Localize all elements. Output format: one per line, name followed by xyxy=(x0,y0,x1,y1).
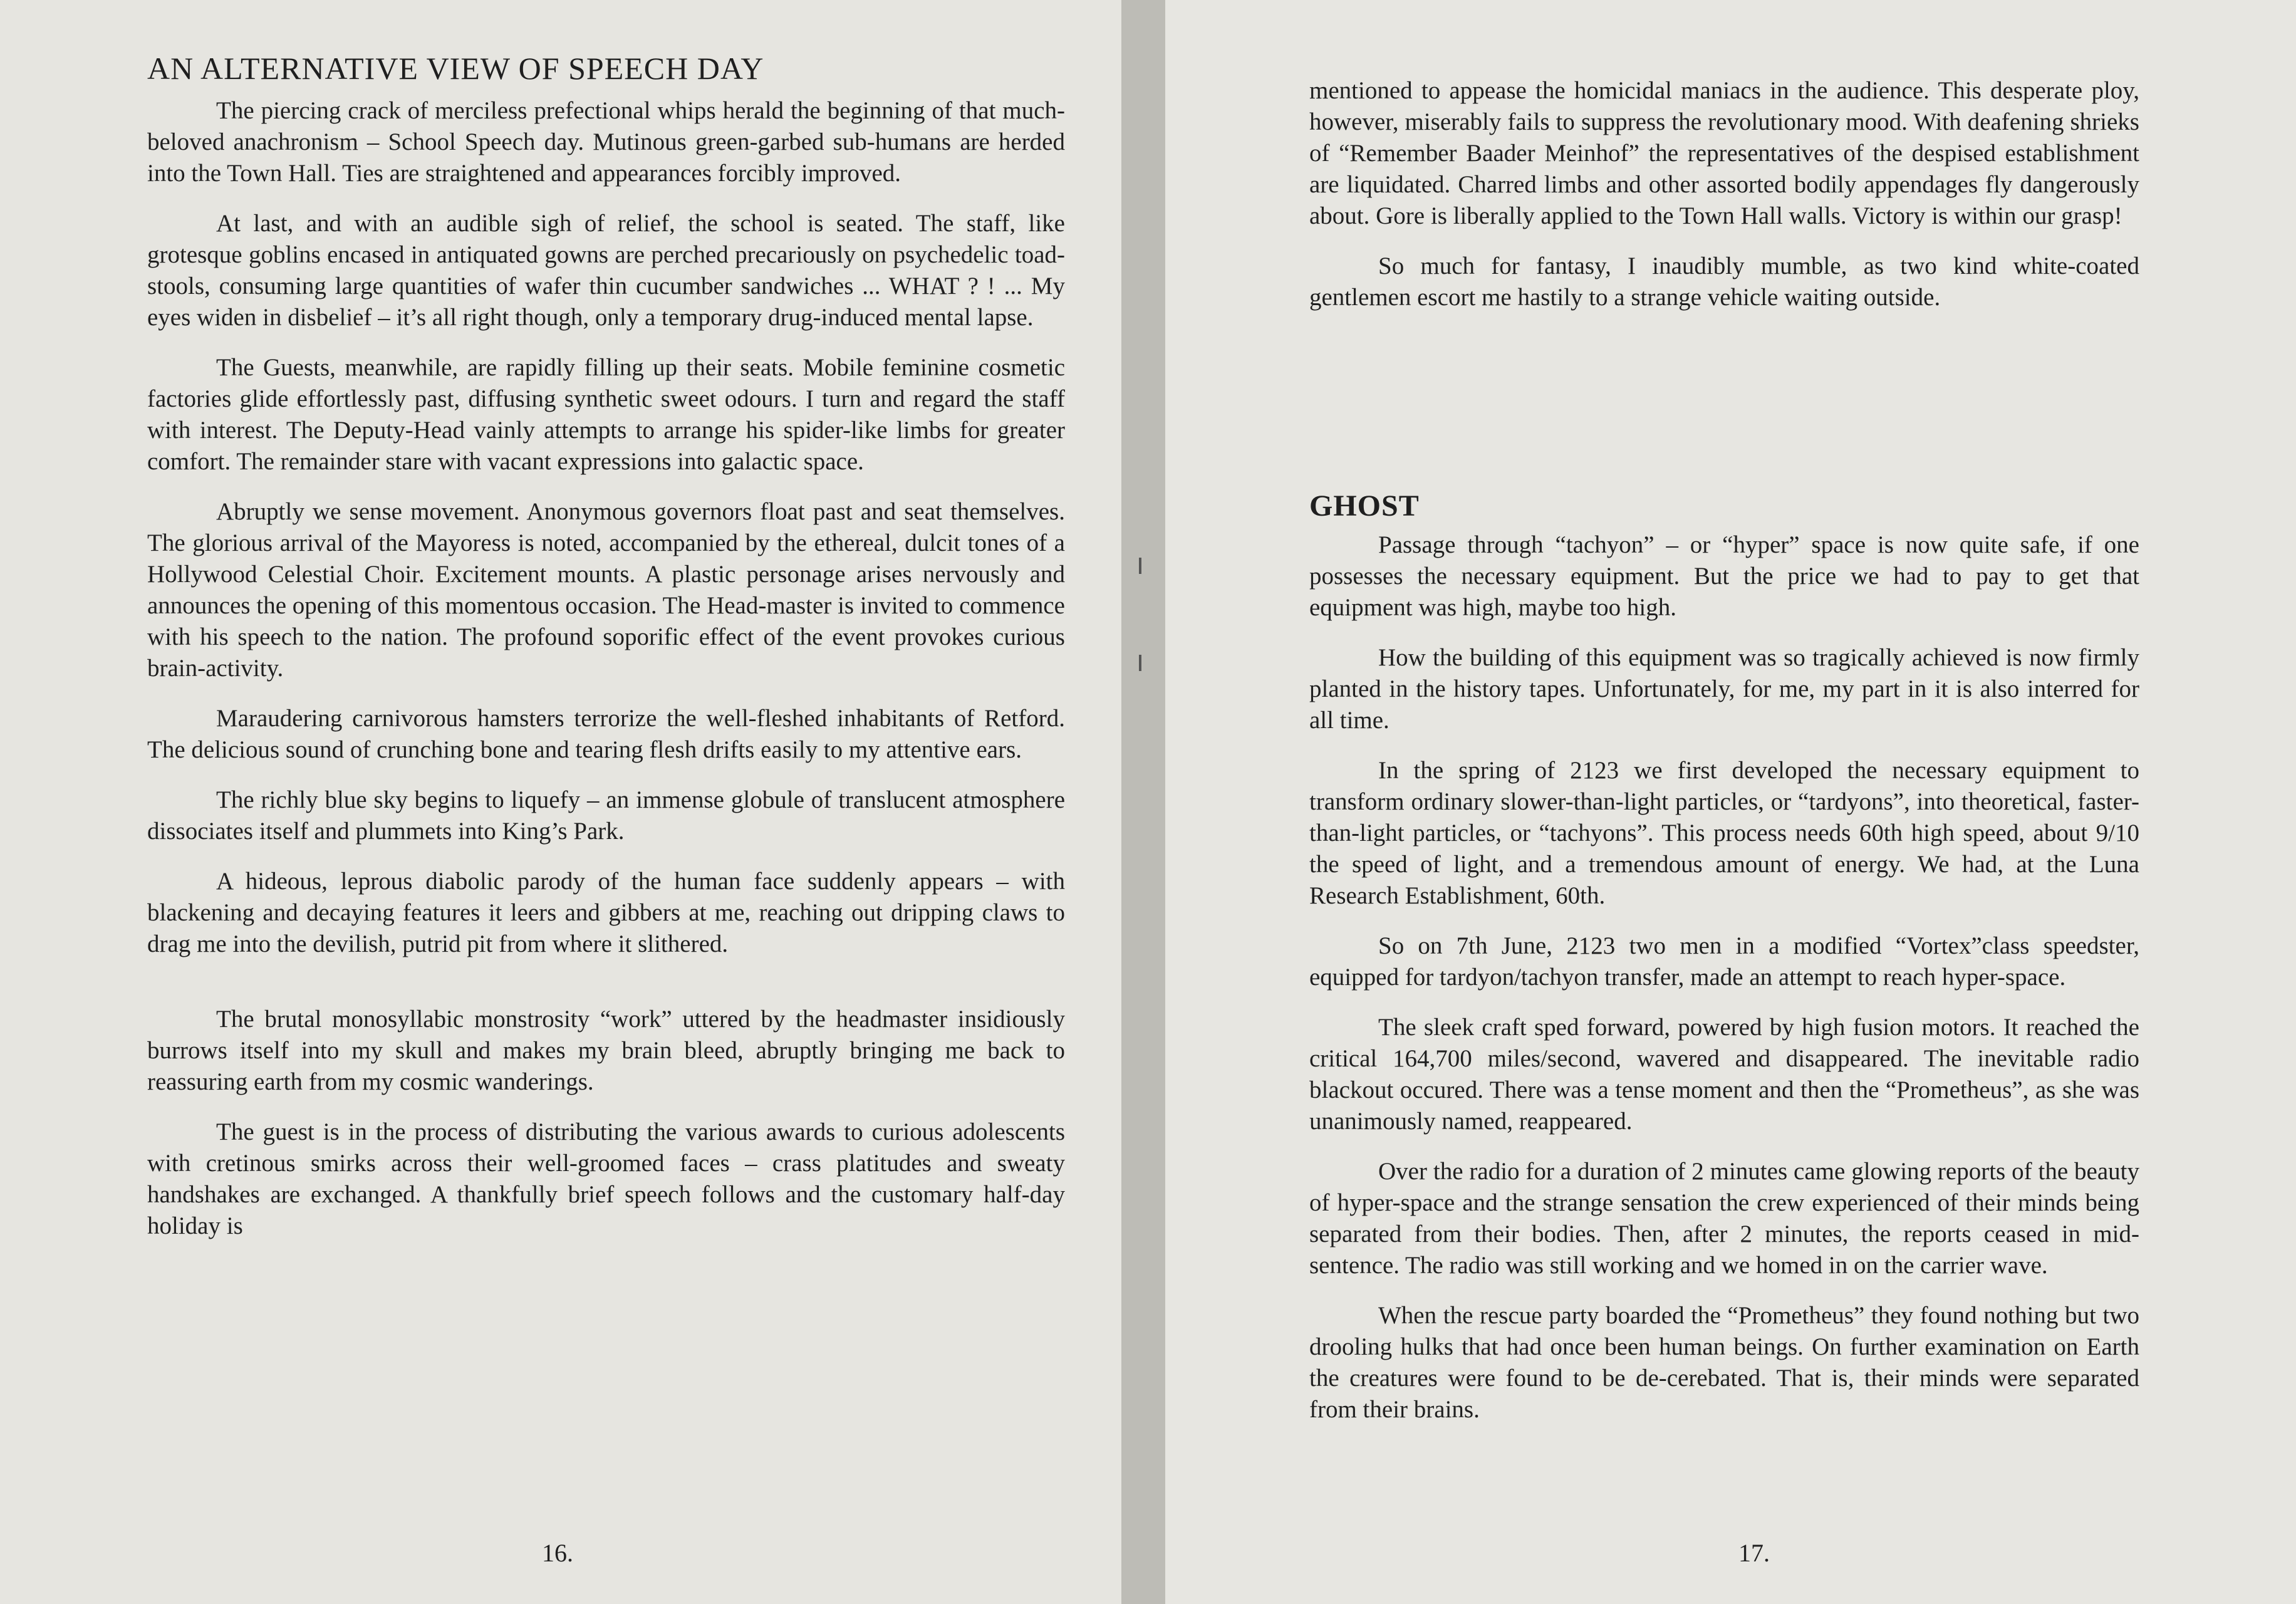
paragraph: At last, and with an audible sigh of relief, the school is seated. The staff, like grotesque goblins encased in antiquated gowns are perched precariously on psychedelic toad-stools, consuming large quantities of wafer thin cucumber sandwiches ... WHAT ? ! ... My eyes widen in disbelief – it’s all right though, only a temporary drug-induced mental lapse. xyxy=(147,210,1065,331)
section-gap xyxy=(1309,332,2139,489)
paragraph: Abruptly we sense movement. Anonymous governors float past and seat themselves. The glorious arrival of the Mayoress is noted, accompanied by the ethereal, dulcit tones of a Hollywood Celestial Choir. Excitement mounts. A plastic personage arises nervously and announces the opening of this momentous occasion. The Head-master is invited to commence with his speech to the nation. The profound soporific effect of the event provokes curious brain-activity. xyxy=(147,498,1065,682)
paragraph: In the spring of 2123 we first developed the necessary equipment to transform ordinary slower-than-light particles, or “tardyons”, into theoretical, faster-than-light particles, or “tachyons”. This process needs 60th high speed, about 9/10 the speed of light, and a tremendous amount of energy. We had, at the Luna Research Establishment, 60th. xyxy=(1309,757,2139,909)
paragraph: Passage through “tachyon” – or “hyper” space is now quite safe, if one possesses the necessary equipment. But the price we had to pay to get that equipment was high, maybe too high. xyxy=(1309,531,2139,621)
page-number-left: 16. xyxy=(542,1539,573,1567)
binding-mark xyxy=(1139,655,1141,671)
right-page xyxy=(1165,0,2296,1604)
paragraph: The richly blue sky begins to liquefy – an immense globule of translucent atmosphere dissociates itself and plummets into King’s Park. xyxy=(147,786,1065,845)
page-number-right: 17. xyxy=(1738,1539,1770,1567)
paragraph: So much for fantasy, I inaudibly mumble, as two kind white-coated gentlemen escort me hastily to a strange vehicle waiting outside. xyxy=(1309,253,2139,311)
paragraph: The Guests, meanwhile, are rapidly filling up their seats. Mobile feminine cosmetic factories glide effortlessly past, diffusing synthetic sweet odours. I turn and regard the staff with interest. The Deputy-Head vainly attempts to arrange his spider-like limbs for greater comfort. The remainder stare with vacant expressions into galactic space. xyxy=(147,354,1065,475)
paragraph: Over the radio for a duration of 2 minutes came glowing reports of the beauty of hyper-space and the strange sensation the crew experienced of their minds being separated from their bodies. Then, after 2 minutes, the reports ceased in mid-sentence. The radio was still working and we homed in on the carrier wave. xyxy=(1309,1158,2139,1279)
section-gap xyxy=(147,979,1065,1004)
continued-paragraph: mentioned to appease the homicidal maniacs in the audience. This desperate ploy, however, miserably fails to suppress the revolutionary mood. With deafening shrieks of “Remember Baader Meinhof” the representatives of the despised establishment are liquidated. Charred limbs and other assorted bodily appendages fly dangerously about. Gore is liberally applied to the Town Hall walls. Victory is within our grasp! xyxy=(1309,77,2139,229)
article-title-speech-day: AN ALTERNATIVE VIEW OF SPEECH DAY xyxy=(147,51,764,86)
paragraph: A hideous, leprous diabolic parody of the human face suddenly appears – with blackening and decaying features it leers and gibbers at me, reaching out dripping claws to drag me into the devilish, putrid pit from where it slithered. xyxy=(147,868,1065,957)
paragraph: The piercing crack of merciless prefectional whips herald the beginning of that much-beloved anachronism – School Speech day. Mutinous green-garbed sub-humans are herded into the Town Hall. Ties are straightened and appearances forcibly improved. xyxy=(147,97,1065,187)
paragraph: The guest is in the process of distributing the various awards to curious adolescents with cretinous smirks across their well-groomed faces – crass platitudes and sweaty handshakes are exchanged. A thankfully brief speech follows and the customary half-day holiday is xyxy=(147,1118,1065,1239)
paragraph: Maraudering carnivorous hamsters terrorize the well-fleshed inhabitants of Retford. The delicious sound of crunching bone and tearing flesh drifts easily to my attentive ears. xyxy=(147,705,1065,763)
paragraph: The brutal monosyllabic monstrosity “work” uttered by the headmaster insidiously burrows itself into my skull and makes my brain bleed, abruptly bringing me back to reassuring earth from my cosmic wanderings. xyxy=(147,1006,1065,1095)
paragraph: So on 7th June, 2123 two men in a modified “Vortex”class speedster, equipped for tardyon/tachyon transfer, made an attempt to reach hyper-space. xyxy=(1309,932,2139,991)
paragraph: How the building of this equipment was so tragically achieved is now firmly planted in the history tapes. Unfortunately, for me, my part in it is also interred for all time. xyxy=(1309,644,2139,734)
paragraph: When the rescue party boarded the “Prometheus” they found nothing but two drooling hulks that had once been human beings. On further examination on Earth the creatures were found to be de-cerebated. That is, their minds were separated from their brains. xyxy=(1309,1302,2139,1423)
left-page xyxy=(0,0,1134,1604)
paragraph: The sleek craft sped forward, powered by high fusion motors. It reached the critical 164,700 miles/second, wavered and disappeared. The inevitable radio blackout occured. There was a tense moment and then the “Prometheus”, as she was unanimously named, reappeared. xyxy=(1309,1014,2139,1135)
binding-mark xyxy=(1139,558,1141,574)
article-title-ghost: GHOST xyxy=(1309,489,1420,523)
